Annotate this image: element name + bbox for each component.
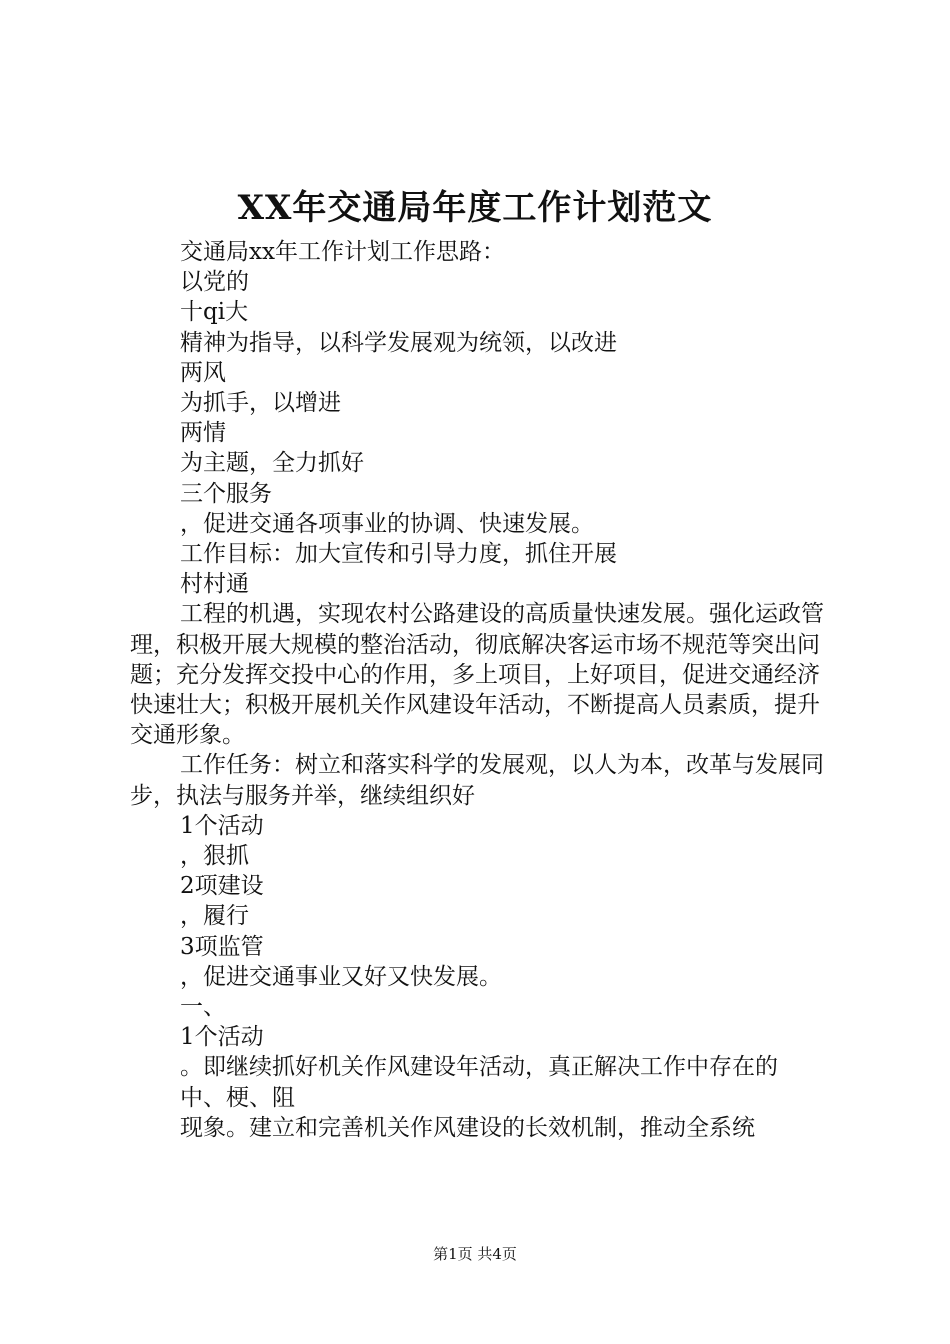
document-body — [130, 237, 835, 1143]
paragraph-line: 1个活动 — [180, 812, 264, 839]
paragraph-line: 十qi大 — [180, 299, 249, 326]
paragraph-line: 两情 — [180, 420, 226, 447]
paragraph-line: 为主题，全力抓好 — [180, 450, 364, 477]
paragraph-line: ，履行 — [180, 903, 249, 930]
page-number-footer: 第1页 共4页 — [433, 1245, 517, 1263]
paragraph-block: 工作任务：树立和落实科学的发展观，以人为本，改革与发展同步，执法与服务并举，继续组织好 — [130, 752, 824, 809]
paragraph-block: 。即继续抓好机关作风建设年活动，真正解决工作中存在的 — [180, 1054, 778, 1081]
paragraph-line: 两风 — [180, 359, 226, 386]
paragraph-line: 中、梗、阻 — [180, 1084, 295, 1111]
paragraph-line: 工作目标：加大宣传和引导力度，抓住开展 — [180, 541, 617, 568]
paragraph-line: ，促进交通事业又好又快发展。 — [180, 963, 502, 990]
paragraph-line: 现象。建立和完善机关作风建设的长效机制，推动全系统 — [180, 1114, 755, 1141]
paragraph-line: ，促进交通各项事业的协调、快速发展。 — [180, 510, 594, 537]
paragraph-line: 三个服务 — [180, 480, 272, 507]
paragraph-line: 以党的 — [180, 269, 249, 296]
paragraph-block: 工程的机遇，实现农村公路建设的高质量快速发展。强化运政管理，积极开展大规模的整治活动，彻底解决客运市场不规范等突出问题；充分发挥交投中心的作用，多上项目，上好项目，促进交通经济快速壮大；积极开展机关作风建设年活动，不断提高人员素质，提升交通形象。 — [130, 601, 824, 749]
paragraph-line: 3项监管 — [180, 933, 264, 960]
paragraph-line: 1个活动 — [180, 1024, 264, 1051]
paragraph-line: 交通局xx年工作计划工作思路： — [180, 239, 505, 265]
paragraph-line: 一、 — [180, 994, 226, 1021]
paragraph-line: ，狠抓 — [180, 843, 249, 870]
paragraph-line: 村村通 — [180, 571, 249, 598]
paragraph-line: 2项建设 — [180, 873, 264, 900]
document-title: XX年交通局年度工作计划范文 — [237, 188, 713, 228]
paragraph-line: 精神为指导，以科学发展观为统领，以改进 — [180, 329, 617, 356]
paragraph-line: 为抓手，以增进 — [180, 390, 341, 417]
